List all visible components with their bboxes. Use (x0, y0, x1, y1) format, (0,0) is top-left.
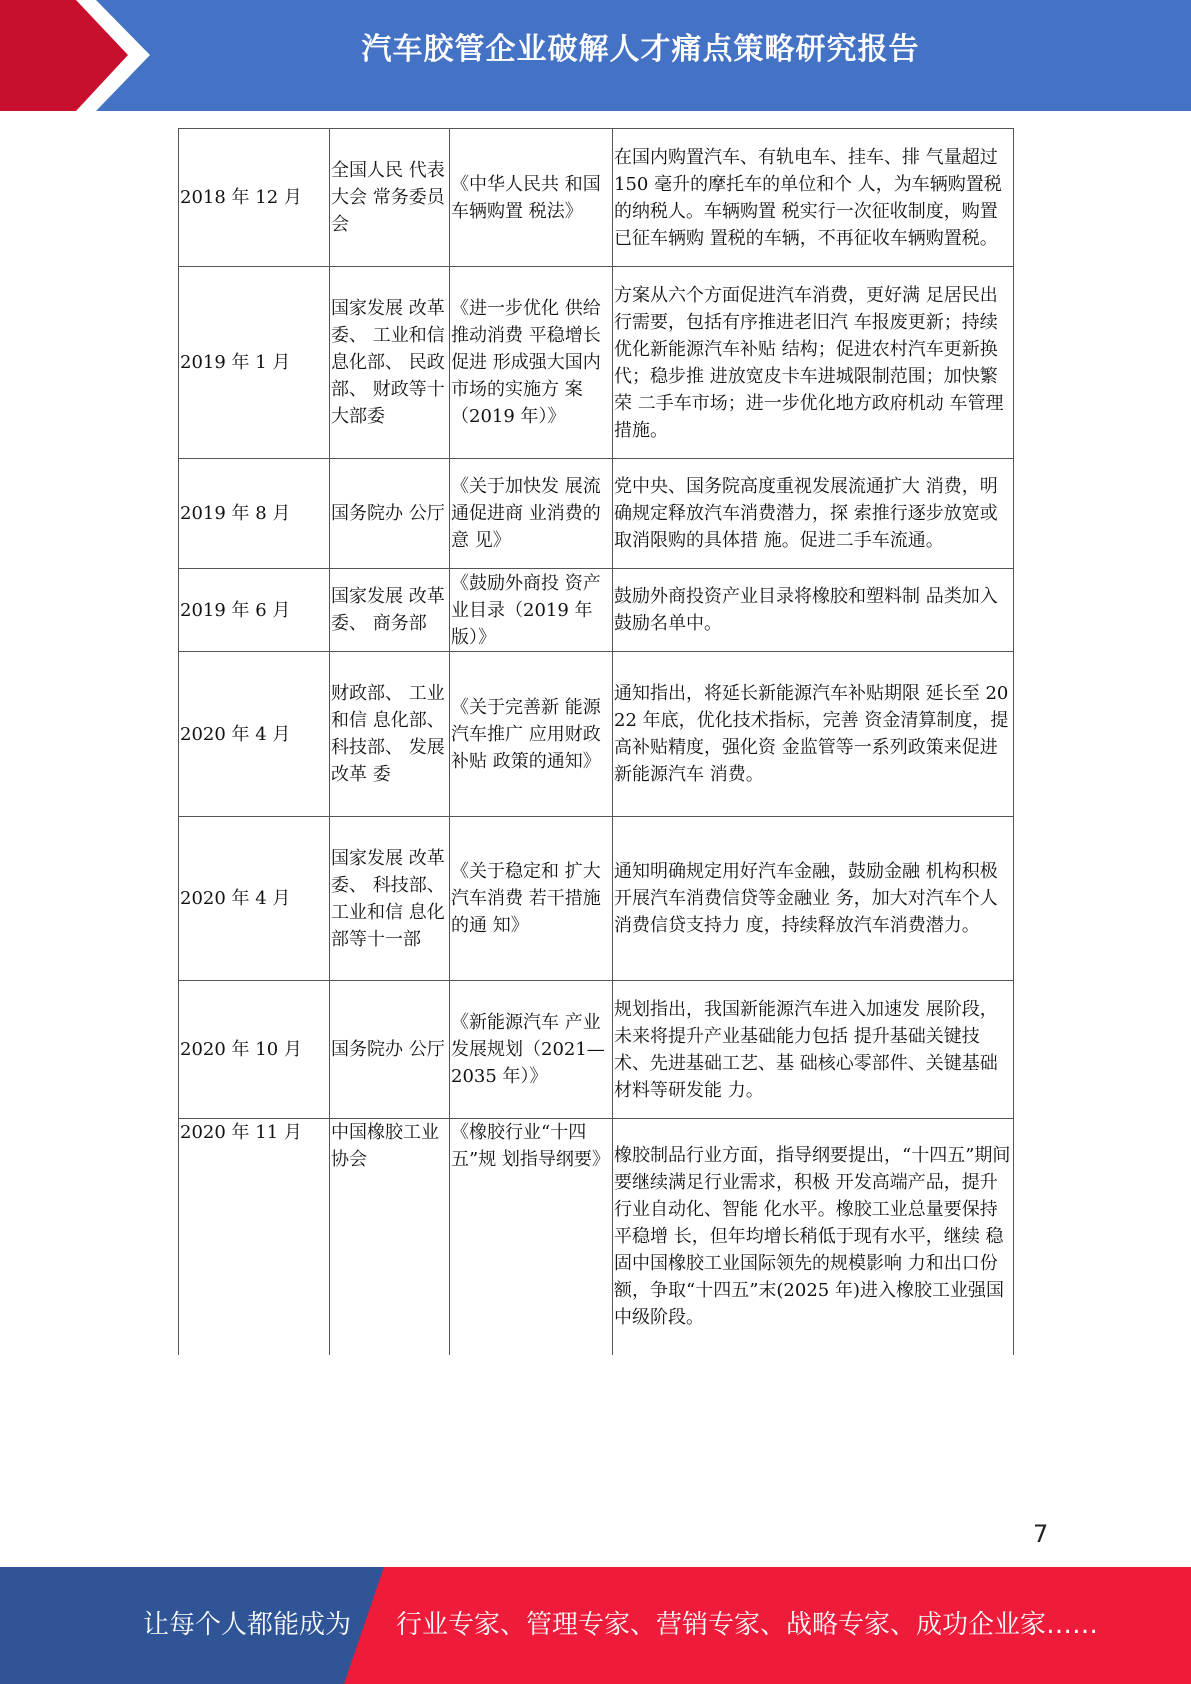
page-header (0, 0, 1191, 111)
content-cell: 党中央、国务院高度重视发展流通扩大 消费，明确规定释放汽车消费潜力，探 索推行逐步放宽或取消限购的具体措 施。促进二手车流通。 (613, 459, 1014, 569)
date-cell: 2020 年 11 月 (179, 1119, 330, 1355)
agency-cell: 中国橡胶工业协会 (330, 1119, 450, 1355)
policy-cell: 《新能源汽车 产业发展规划（2021—2035 年）》 (450, 981, 613, 1119)
table-row (179, 569, 1014, 652)
page-number: 7 (1033, 1520, 1049, 1548)
date-cell: 2020 年 4 月 (179, 817, 330, 981)
table-row (179, 981, 1014, 1119)
policy-cell: 《鼓励外商投 资产业目录（2019 年版）》 (450, 569, 613, 652)
policy-cell: 《进一步优化 供给推动消费 平稳增长促进 形成强大国内 市场的实施方 案（2019 年）》 (450, 267, 613, 459)
footer-slogan-left: 让每个人都能成为 (143, 1610, 352, 1640)
content-cell: 方案从六个方面促进汽车消费，更好满 足居民出行需要，包括有序推进老旧汽 车报废更新；持续优化新能源汽车补贴 结构；促进农村汽车更新换代；稳步推 进放宽皮卡车进城限制范围；加快繁荣 二手车市场；进一步优化地方政府机动 车管理措施。 (613, 267, 1014, 459)
table-row (179, 267, 1014, 459)
content-cell: 橡胶制品行业方面，指导纲要提出，“十四五”期间要继续满足行业需求，积极 开发高端产品，提升行业自动化、智能 化水平。橡胶工业总量要保持平稳增 长，但年均增长稍低于现有水平，继续 稳固中国橡胶工业国际领先的规模影响 力和出口份额，争取“十四五”末(2025 年)进入橡胶工业强国中级阶段。 (613, 1119, 1014, 1355)
date-cell: 2020 年 10 月 (179, 981, 330, 1119)
agency-cell: 全国人民 代表大会 常务委员 会 (330, 129, 450, 267)
policy-cell: 《关于稳定和 扩大汽车消费 若干措施的通 知》 (450, 817, 613, 981)
content-cell: 规划指出，我国新能源汽车进入加速发 展阶段，未来将提升产业基础能力包括 提升基础关键技术、先进基础工艺、基 础核心零部件、关键基础材料等研发能 力。 (613, 981, 1014, 1119)
policy-cell: 《关于完善新 能源汽车推广 应用财政补贴 政策的通知》 (450, 652, 613, 817)
agency-cell: 国家发展 改革委、 科技部、 工业和信 息化部等十一部 (330, 817, 450, 981)
agency-cell: 国家发展 改革委、 工业和信 息化部、 民政部、 财政等十 大部委 (330, 267, 450, 459)
content-cell: 鼓励外商投资产业目录将橡胶和塑料制 品类加入鼓励名单中。 (613, 569, 1014, 652)
agency-cell: 国家发展 改革委、 商务部 (330, 569, 450, 652)
table-row (179, 817, 1014, 981)
table-row (179, 129, 1014, 267)
date-cell: 2018 年 12 月 (179, 129, 330, 267)
policy-cell: 《关于加快发 展流通促进商 业消费的意 见》 (450, 459, 613, 569)
policy-cell: 《中华人民共 和国车辆购置 税法》 (450, 129, 613, 267)
date-cell: 2019 年 1 月 (179, 267, 330, 459)
date-cell: 2019 年 8 月 (179, 459, 330, 569)
table-row (179, 652, 1014, 817)
footer-slogan-right: 行业专家、管理专家、营销专家、战略专家、成功企业家…… (396, 1610, 1099, 1640)
date-cell: 2020 年 4 月 (179, 652, 330, 817)
policy-table (178, 128, 1014, 1355)
agency-cell: 财政部、 工业和信 息化部、 科技部、 发展改革 委 (330, 652, 450, 817)
table-row (179, 459, 1014, 569)
content-cell: 通知明确规定用好汽车金融，鼓励金融 机构积极开展汽车消费信贷等金融业 务，加大对汽车个人消费信贷支持力 度，持续释放汽车消费潜力。 (613, 817, 1014, 981)
content-cell: 在国内购置汽车、有轨电车、挂车、排 气量超过 150 毫升的摩托车的单位和个 人，为车辆购置税的纳税人。车辆购置 税实行一次征收制度，购置已征车辆购 置税的车辆，不再征收车辆购置税。 (613, 129, 1014, 267)
policy-cell: 《橡胶行业“十四五”规 划指导纲要》 (450, 1119, 613, 1355)
report-title: 汽车胶管企业破解人才痛点策略研究报告 (361, 32, 920, 67)
date-cell: 2019 年 6 月 (179, 569, 330, 652)
page-footer (0, 1567, 1191, 1684)
table-row (179, 1119, 1014, 1355)
agency-cell: 国务院办 公厅 (330, 459, 450, 569)
content-cell: 通知指出，将延长新能源汽车补贴期限 延长至 2022 年底，优化技术指标，完善 资金清算制度，提高补贴精度，强化资 金监管等一系列政策来促进新能源汽车 消费。 (613, 652, 1014, 817)
agency-cell: 国务院办 公厅 (330, 981, 450, 1119)
